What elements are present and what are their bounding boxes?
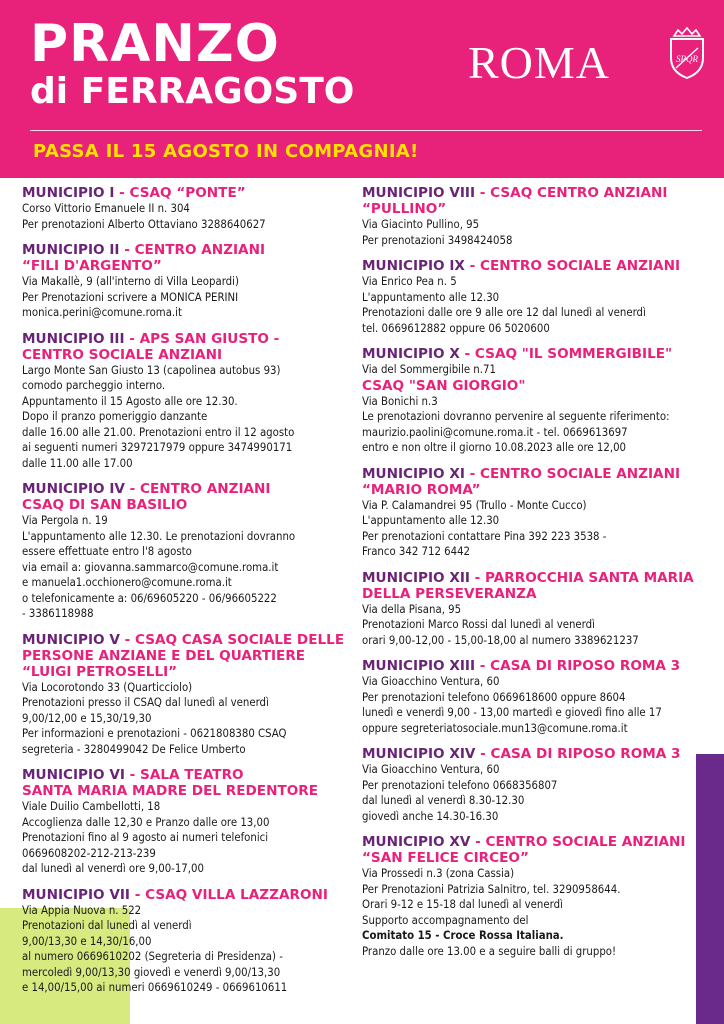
municipio-heading: MUNICIPIO V - CSAQ CASA SOCIALE DELLE: [22, 631, 345, 648]
info-line: dal lunedì al venerdì 8.30-12.30: [362, 794, 525, 807]
right-column: [362, 185, 718, 969]
info-line: essere effettuate entro l'8 agosto: [22, 545, 192, 558]
info-line: Via Locorotondo 33 (Quarticciolo): [22, 680, 193, 694]
roma-logo-text: ROMA: [468, 37, 611, 88]
municipio-entry: [362, 746, 718, 824]
info-line: Via del Sommergibile n.71: [362, 363, 496, 376]
info-line: maurizio.paolini@comune.roma.it - tel. 0669613697: [362, 425, 628, 439]
header-divider: [30, 130, 702, 131]
info-line: tel. 0669612882 oppure 06 5020600: [362, 321, 550, 335]
info-line: 9,00/13,30 e 14,30/16,00: [22, 934, 152, 948]
municipio-heading: MUNICIPIO I - CSAQ “PONTE”: [22, 185, 246, 201]
municipio-heading: MUNICIPIO VI - SALA TEATRO: [22, 767, 244, 783]
municipio-number: MUNICIPIO XIV: [362, 746, 476, 762]
municipio-number: MUNICIPIO III: [22, 330, 125, 347]
municipio-heading: MUNICIPIO VIII - CSAQ CENTRO ANZIANI: [362, 185, 668, 201]
municipio-heading: “PULLINO”: [362, 201, 447, 217]
municipio-number: MUNICIPIO VII: [22, 886, 130, 903]
info-line: Via P. Calamandrei 95 (Trullo - Monte Cucco): [362, 498, 587, 512]
municipio-entry: [22, 887, 357, 996]
municipio-heading: MUNICIPIO XII - PARROCCHIA SANTA MARIA: [362, 569, 694, 586]
info-line: Via Pergola n. 19: [22, 514, 108, 527]
info-line: oppure segreteriatosociale.mun13@comune.roma.it: [362, 721, 628, 735]
municipio-heading: MUNICIPIO III - APS SAN GIUSTO -: [22, 330, 280, 347]
info-line: e 14,00/15,00 ai numeri 0669610249 - 0669610611: [22, 981, 288, 994]
info-line: L'appuntamento alle 12.30. Le prenotazioni dovranno: [22, 529, 296, 543]
info-line: Per prenotazioni contattare Pina 392 223 3538 -: [362, 529, 607, 543]
info-line: monica.perini@comune.roma.it: [22, 306, 182, 319]
info-line: mercoledì 9,00/13,30 giovedì e venerdì 9,00/13,30: [22, 965, 281, 979]
municipio-heading: “MARIO ROMA”: [362, 481, 481, 498]
municipio-entry: [362, 834, 718, 959]
municipio-entry: [362, 570, 718, 649]
municipio-heading: MUNICIPIO IX - CENTRO SOCIALE ANZIANI: [362, 258, 681, 274]
info-line: Per prenotazioni Alberto Ottaviano 3288640627: [22, 217, 266, 231]
info-line: entro e non oltre il giorno 10.08.2023 alle ore 12,00: [362, 441, 626, 454]
info-line: Via Prossedi n.3 (zona Cassia): [362, 867, 515, 880]
info-line: Pranzo dalle ore 13.00 e a seguire balli di gruppo!: [362, 944, 617, 958]
info-line-bold: Comitato 15 - Croce Rossa Italiana.: [362, 929, 564, 942]
municipio-entry: [22, 185, 357, 232]
info-line: Prenotazioni presso il CSAQ dal lunedì al venerdì: [22, 696, 269, 709]
info-line: - 3386118988: [22, 607, 94, 620]
municipio-number: MUNICIPIO II: [22, 242, 120, 258]
info-line: Prenotazioni Marco Rossi dal lunedì al venerdì: [362, 618, 595, 631]
municipio-entry: [22, 331, 357, 472]
municipio-heading: MUNICIPIO XIII - CASA DI RIPOSO ROMA 3: [362, 658, 681, 674]
info-line: Via Gioacchino Ventura, 60: [362, 675, 500, 688]
municipio-heading: PERSONE ANZIANE E DEL QUARTIERE: [22, 647, 306, 664]
municipio-heading: MUNICIPIO II - CENTRO ANZIANI: [22, 242, 266, 258]
title-pranzo: PRANZO: [30, 14, 280, 74]
municipio-number: MUNICIPIO XV: [362, 834, 471, 850]
municipio-heading: CSAQ DI SAN BASILIO: [22, 497, 188, 513]
info-line: Per prenotazioni 3498424058: [362, 233, 513, 247]
municipio-entry: [362, 658, 718, 736]
info-line: orari 9,00-12,00 - 15,00-18,00 al numero 3389621237: [362, 633, 639, 647]
info-line: dal lunedì al venerdì ore 9,00-17,00: [22, 862, 204, 875]
municipio-entry: [362, 466, 718, 560]
info-line: Prenotazioni dal lunedì al venerdì: [22, 919, 192, 932]
municipio-number: MUNICIPIO XII: [362, 569, 470, 586]
roma-shield-icon: [666, 26, 708, 80]
municipio-number: MUNICIPIO I: [22, 185, 115, 201]
info-line: Largo Monte San Giusto 13 (capolinea autobus 93): [22, 363, 281, 377]
municipio-number: MUNICIPIO IX: [362, 258, 465, 274]
info-line: L'appuntamento alle 12.30: [362, 514, 500, 527]
municipio-number: MUNICIPIO XI: [362, 465, 465, 482]
info-line: comodo parcheggio interno.: [22, 379, 166, 392]
shield-spqr-text: SPQR: [676, 54, 698, 64]
municipio-number: MUNICIPIO X: [362, 346, 460, 362]
info-line: Corso Vittorio Emanuele II n. 304: [22, 202, 190, 215]
municipio-subheading: CSAQ "SAN GIORGIO": [362, 377, 526, 394]
municipio-number: MUNICIPIO VI: [22, 767, 125, 783]
municipio-entry: [22, 481, 357, 622]
subtitle: PASSA IL 15 AGOSTO IN COMPAGNIA!: [33, 141, 419, 162]
info-line: Per informazioni e prenotazioni - 0621808380 CSAQ: [22, 727, 287, 740]
municipio-heading: “FILI D'ARGENTO”: [22, 258, 162, 274]
info-line: segreteria - 3280499042 De Felice Umberto: [22, 742, 246, 756]
municipio-entry: [22, 242, 357, 321]
municipio-heading: MUNICIPIO IV - CENTRO ANZIANI: [22, 481, 271, 497]
municipio-heading: DELLA PERSEVERANZA: [362, 585, 537, 602]
municipio-heading: MUNICIPIO XV - CENTRO SOCIALE ANZIANI: [362, 834, 686, 850]
municipio-number: MUNICIPIO IV: [22, 481, 125, 497]
info-line: L'appuntamento alle 12.30: [362, 290, 500, 304]
municipio-heading: CENTRO SOCIALE ANZIANI: [22, 346, 223, 363]
info-line: Via Bonichi n.3: [362, 394, 438, 408]
info-line: Accoglienza dalle 12,30 e Pranzo dalle ore 13,00: [22, 815, 270, 829]
info-line: ai seguenti numeri 3297217979 oppure 3474990171: [22, 441, 293, 454]
municipio-heading: “LUIGI PETROSELLI”: [22, 663, 178, 680]
info-line: Via Gioacchino Ventura, 60: [362, 763, 500, 776]
municipio-entry: [362, 258, 718, 336]
municipio-entry: [22, 767, 357, 877]
info-line: Per Prenotazioni scrivere a MONICA PERINI: [22, 290, 239, 304]
info-line: Via Giacinto Pullino, 95: [362, 218, 480, 231]
left-column: [22, 185, 357, 1006]
info-line: Viale Duilio Cambellotti, 18: [22, 800, 161, 813]
info-line: Via Enrico Pea n. 5: [362, 275, 457, 288]
info-line: Dopo il pranzo pomeriggio danzante: [22, 410, 208, 423]
info-line: Via Appia Nuova n. 522: [22, 903, 142, 917]
info-line: Prenotazioni dalle ore 9 alle ore 12 dal lunedì al venerdì: [362, 306, 646, 319]
info-line: e manuela1.occhionero@comune.roma.it: [22, 576, 232, 589]
info-line: Orari 9-12 e 15-18 dal lunedì al venerdì: [362, 898, 563, 911]
info-line: Per prenotazioni telefono 0668356807: [362, 778, 558, 792]
info-line: giovedì anche 14.30-16.30: [362, 809, 499, 823]
info-line: Per Prenotazioni Patrizia Salnitro, tel. 3290958644.: [362, 882, 621, 896]
info-line: via email a: giovanna.sammarco@comune.roma.it: [22, 560, 279, 574]
info-line: Franco 342 712 6442: [362, 545, 471, 558]
municipio-heading: “SAN FELICE CIRCEO”: [362, 850, 529, 866]
info-line: dalle 16.00 alle 21.00. Prenotazioni entro il 12 agosto: [22, 425, 295, 439]
info-line: Via Makallè, 9 (all'interno di Villa Leopardi): [22, 275, 239, 288]
title-ferragosto: di FERRAGOSTO: [30, 71, 355, 112]
info-line: Prenotazioni fino al 9 agosto ai numeri telefonici: [22, 831, 269, 844]
info-line: Le prenotazioni dovranno pervenire al seguente riferimento:: [362, 410, 670, 423]
info-line: 9,00/12,00 e 15,30/19,30: [22, 711, 152, 725]
info-line: Via della Pisana, 95: [362, 602, 462, 616]
info-line: dalle 11.00 alle 17.00: [22, 456, 133, 470]
municipio-entry: [362, 185, 718, 248]
municipio-number: MUNICIPIO V: [22, 631, 120, 648]
municipio-heading: MUNICIPIO X - CSAQ "IL SOMMERGIBILE": [362, 346, 673, 362]
info-line: al numero 0669610202 (Segreteria di Presidenza) -: [22, 950, 283, 963]
info-line: 0669608202-212-213-239: [22, 846, 156, 860]
info-line: Per prenotazioni telefono 0669618600 oppure 8604: [362, 690, 626, 704]
info-line: o telefonicamente a: 06/69605220 - 06/96605222: [22, 591, 277, 605]
header-banner: [0, 0, 724, 178]
info-line: Appuntamento il 15 Agosto alle ore 12.30.: [22, 394, 238, 408]
municipio-entry: [22, 632, 357, 758]
info-line: lunedì e venerdì 9,00 - 13,00 martedì e giovedì fino alle 17: [362, 706, 662, 719]
municipio-number: MUNICIPIO VIII: [362, 185, 476, 201]
municipio-heading: MUNICIPIO XIV - CASA DI RIPOSO ROMA 3: [362, 746, 681, 762]
municipio-heading: MUNICIPIO VII - CSAQ VILLA LAZZARONI: [22, 886, 328, 903]
municipio-heading: SANTA MARIA MADRE DEL REDENTORE: [22, 783, 319, 799]
municipio-heading: MUNICIPIO XI - CENTRO SOCIALE ANZIANI: [362, 465, 681, 482]
municipio-number: MUNICIPIO XIII: [362, 658, 475, 674]
municipio-entry: [362, 346, 718, 456]
info-line: Supporto accompagnamento del: [362, 913, 529, 927]
